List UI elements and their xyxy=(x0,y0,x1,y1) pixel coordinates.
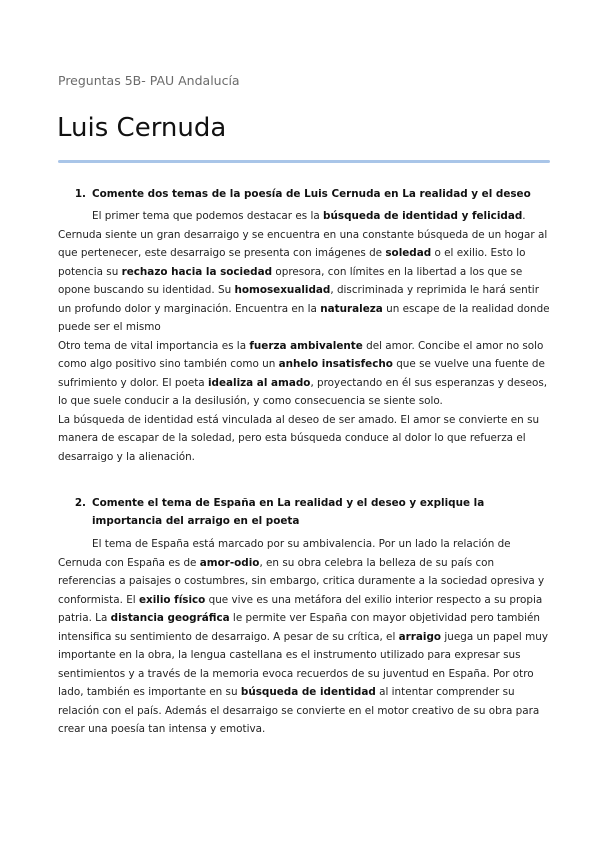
question-title: Comente dos temas de la poesía de Luis Cernuda en La realidad y el deseo xyxy=(92,188,531,200)
answer-paragraph xyxy=(58,207,550,337)
paragraph-text: al intentar comprender su relación con el país. Además el desarraigo se convierte en el motor creativo de su obra para crear una poesía tan intensa y emotiva. xyxy=(58,686,540,735)
emphasized-text: naturaleza xyxy=(320,302,383,315)
emphasized-text: anhelo insatisfecho xyxy=(278,358,393,370)
paragraph-text: . Cernuda siente un gran desarraigo y se encuentra en una constante búsqueda de un hogar al que pertenecer, este desarraigo se presenta con imágenes de xyxy=(58,210,548,259)
question-title: Comente el tema de España en La realidad y el deseo y explique la importancia del arraigo en el poeta xyxy=(92,497,485,527)
paragraph-text: opresora, con límites en la libertad a los que se opone buscando su identidad. Su xyxy=(58,265,523,296)
emphasized-text: exilio físico xyxy=(138,593,206,606)
paragraph-text: un escape de la realidad donde puede ser el mismo xyxy=(58,302,550,333)
emphasized-text: distancia geográfica xyxy=(110,612,230,624)
question-heading xyxy=(58,185,550,203)
emphasized-text: idealiza al amado xyxy=(207,376,311,389)
paragraph-text: juega un papel muy importante en la obra, la lengua castellana es el instrumento utilizado para expresar sus sentimientos y a través de la memoria evoca recuerdos de su juventud en España. Por otro lado, también es importante en su xyxy=(58,630,548,698)
paragraph-text: que se vuelve una fuente de sufrimiento y dolor. El poeta xyxy=(58,358,545,389)
paragraph-text: El tema de España está marcado por su ambivalencia. Por un lado la relación de Cernuda con España es de xyxy=(58,538,511,569)
paragraph-text: o el exilio. Esto lo potencia su xyxy=(58,247,526,278)
paragraph-text: La búsqueda de identidad está vinculada al deseo de ser amado. El amor se convierte en su manera de escapar de la soledad, pero esta búsqueda conduce al dolor lo que refuerza el desarraigo y la alienación. xyxy=(58,413,540,463)
answer-paragraph xyxy=(58,337,550,411)
answer-paragraph xyxy=(58,411,550,467)
paragraph-text: le permite ver España con mayor objetividad pero también intensifica su sentimiento de desarraigo. A pesar de su crítica, el xyxy=(58,612,541,643)
question-heading xyxy=(58,494,550,530)
paragraph-text: , en su obra celebra la belleza de su país con referencias a paisajes o costumbres, sin embargo, critica duramente a la sociedad opresiva y conformista. El xyxy=(58,556,545,606)
question-number: 1. xyxy=(74,188,86,200)
paragraph-text: , proyectando en él sus esperanzas y deseos, lo que suele conducir a la desilusión, y como consecuencia se siente solo. xyxy=(58,376,548,407)
emphasized-text: fuerza ambivalente xyxy=(249,339,363,352)
emphasized-text: búsqueda de identidad y felicidad xyxy=(323,210,523,222)
paragraph-text: El primer tema que podemos destacar es la xyxy=(92,210,324,222)
question-2 xyxy=(58,494,550,739)
answer-paragraph xyxy=(58,535,550,739)
paragraph-text: Otro tema de vital importancia es la xyxy=(58,339,250,352)
paragraph-text: del amor. Concibe el amor no solo como algo positivo sino también como un xyxy=(58,339,544,370)
paragraph-text: , discriminada y reprimida le hará sentir un profundo dolor y marginación. Encuentra en la xyxy=(58,284,539,315)
emphasized-text: homosexualidad xyxy=(234,284,331,296)
emphasized-text: arraigo xyxy=(398,630,442,643)
question-number: 2. xyxy=(74,497,86,509)
question-1 xyxy=(58,185,550,466)
emphasized-text: rechazo hacia la sociedad xyxy=(121,265,273,278)
emphasized-text: soledad xyxy=(385,247,432,259)
paragraph-text: que vive es una metáfora del exilio interior respecto a su propia patria. La xyxy=(58,593,543,624)
emphasized-text: amor-odio xyxy=(199,556,260,569)
page-title: Luis Cernuda xyxy=(57,113,227,143)
title-divider xyxy=(58,160,550,163)
document-subtitle: Preguntas 5B- PAU Andalucía xyxy=(58,73,240,88)
emphasized-text: búsqueda de identidad xyxy=(240,686,376,698)
